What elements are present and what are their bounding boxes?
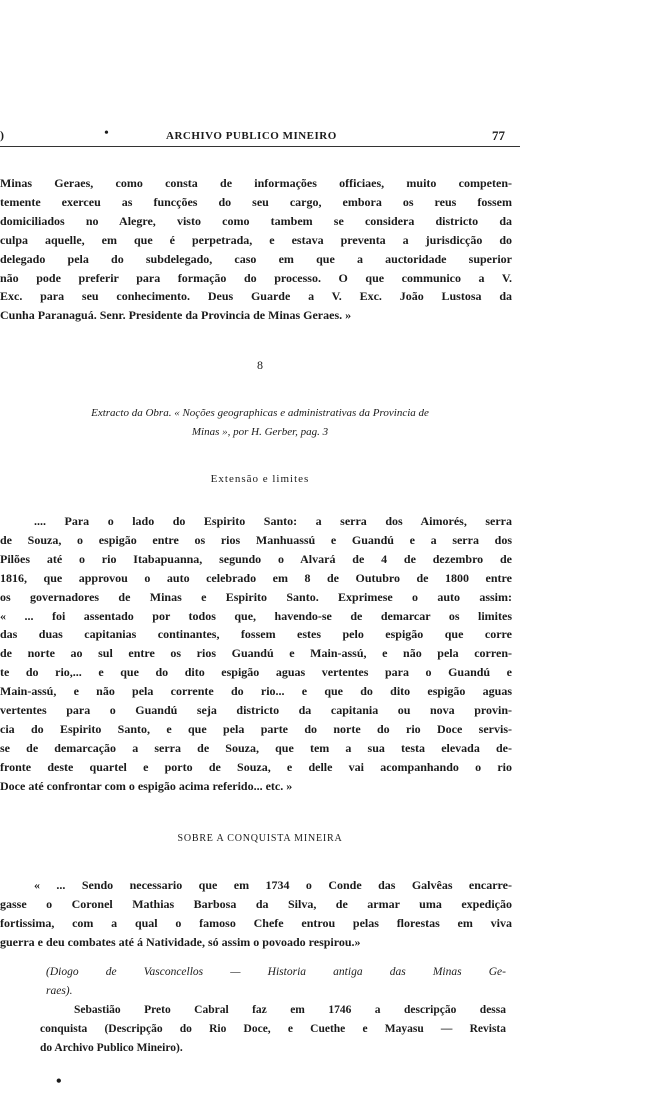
paragraph-conquest-quote	[0, 876, 512, 952]
running-header	[0, 128, 520, 147]
text-line: os governadores de Minas e Espirito Santo. Exprimese o auto assim:	[0, 589, 512, 604]
text-line: fronte deste quartel e porto de Souza, e delle vai acompanhando o rio	[0, 759, 512, 774]
text-line: Cunha Paranaguá. Senr. Presidente da Provincia de Minas Geraes. »	[0, 308, 352, 323]
source-reference	[0, 404, 520, 442]
text-line: cia do Espirito Santo, e que pela parte do norte do rio Doce servis-	[0, 721, 512, 736]
text-line: das duas capitanias continantes, fossem estes pelo espigão que corre	[0, 627, 512, 642]
text-line: delegado pela do subdelegado, caso em que a auctoridade superior	[0, 251, 512, 266]
section-title-extent-limits: Extensão e limites	[210, 473, 310, 485]
section-number: 8	[257, 358, 263, 372]
text-line: guerra e deu combates até á Natividade, só assim o povoado respirou.»	[0, 934, 361, 949]
citation	[46, 963, 506, 1001]
page-number: 77	[492, 128, 505, 143]
text-line: Minas Geraes, como consta de informações officiaes, muito competen-	[0, 176, 512, 190]
text-line: temente exerceu as funcções do seu cargo, embora os reus fossem	[0, 194, 512, 209]
text-line: conquista (Descripção do Rio Doce, e Cuethe e Mayasu — Revista	[40, 1022, 506, 1035]
text-line: fortissima, com a qual o famoso Chefe entrou pelas florestas em viva	[0, 915, 512, 930]
paragraph-boundaries	[0, 512, 512, 796]
text-line: Main-assú, e não pela corrente do rio... e que do dito espigão aguas	[0, 684, 512, 699]
text-line: vertentes para o Guandú seja districto da capitania ou nova provin-	[0, 703, 512, 718]
bottom-mark: •	[56, 1073, 62, 1090]
citation-line: (Diogo de Vasconcellos — Historia antiga das Minas Ge-	[46, 966, 506, 978]
text-line: Sebastião Preto Cabral faz em 1746 a descripção dessa	[74, 1004, 506, 1016]
text-line: culpa aquelle, em que é perpetrada, e estava preventa a jurisdicção do	[0, 232, 512, 247]
source-line-2: Minas », por H. Gerber, pag. 3	[191, 426, 329, 438]
text-line: de norte ao sul entre os rios Guandú e Main-assú, e não pela corren-	[0, 646, 512, 661]
section-title-conquest: SOBRE A CONQUISTA MINEIRA	[177, 833, 343, 844]
text-line: « ... foi assentado por todos que, havendo-se de demarcar os limites	[0, 608, 512, 623]
paragraph-sebastiao-preto	[40, 1001, 506, 1058]
text-line: « ... Sendo necessario que em 1734 o Conde das Galvêas encarre-	[34, 878, 512, 892]
source-line-1: Extracto da Obra. « Noções geographicas e administrativas da Provincia de	[91, 407, 429, 419]
text-line: Exc. para seu conhecimento. Deus Guarde a V. Exc. João Lustosa da	[0, 289, 512, 304]
header-dot: •	[104, 126, 109, 141]
text-line: se de demarcação a serra de Souza, que tem a sua testa elevada de-	[0, 740, 512, 755]
text-line: de Souza, o espigão entre os rios Manhuassú e Guandú e a serra dos	[0, 532, 512, 547]
text-line: Pilões até o rio Itabapuanna, segundo o Alvará de 4 de dezembro de	[0, 551, 512, 566]
text-line: te do rio,... e que do dito espigão aguas vertentes para o Guandú e	[0, 665, 512, 680]
text-line: .... Para o lado do Espirito Santo: a serra dos Aimorés, serra	[34, 514, 512, 528]
text-line: não pode preferir para formação do processo. O que communico a V.	[0, 270, 512, 285]
citation-line: raes).	[46, 984, 73, 997]
text-line: Doce até confrontar com o espigão acima referido... etc. »	[0, 778, 293, 793]
text-line: gasse o Coronel Mathias Barbosa da Silva, de armar uma expedição	[0, 896, 512, 911]
paragraph-report-conclusion	[0, 174, 512, 325]
header-title: ARCHIVO PUBLICO MINEIRO	[166, 130, 337, 142]
header-left-mark: )	[0, 128, 4, 142]
text-line: 1816, que approvou o auto celebrado em 8 de Outubro de 1800 entre	[0, 570, 512, 585]
text-line: domiciliados no Alegre, visto como tambem se considera districto da	[0, 213, 512, 228]
text-line: do Archivo Publico Mineiro).	[40, 1041, 183, 1054]
